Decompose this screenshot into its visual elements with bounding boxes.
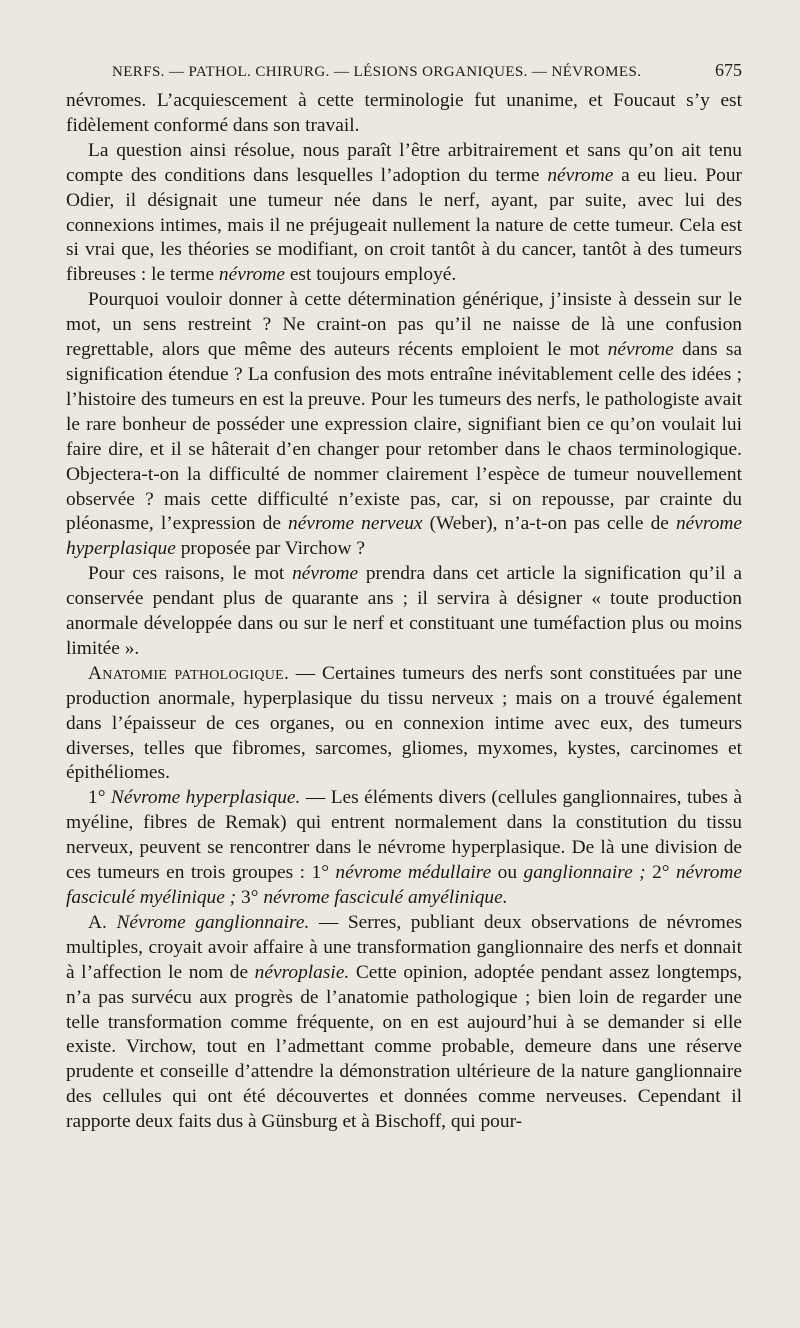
text-run: La question ainsi résolue, nous paraît l’être arbitrairement et sans qu’on ait tenu compte des conditions dans lesquelles l’adoption du terme [66, 139, 742, 186]
text-run: A. [88, 911, 117, 933]
text-run: — Serres, publiant deux observations de névromes multiples, croyait avoir affaire à une transformation ganglionnaire des nerfs et donnait à l’affection le nom de [66, 911, 743, 983]
italic-term: névrome nerveux [288, 513, 423, 535]
paragraph [66, 562, 742, 662]
text-run: Cette opinion, adoptée pendant assez longtemps, n’a pas survécu aux progrès de l’anatomie pathologique ; bien loin de regarder une telle transformation comme fréquente, on en est aujourd’hui à se demander si elle existe. Virchow, tout en l’admettant comme probable, demeure dans une réserve prudente et conseille d’attendre la démonstration ultérieure de la nature ganglionnaire des cellules qui ont été découvertes et données comme nerveuses. Cependant il rapporte deux faits dus à Günsburg et à Bischoff, qui pour- [66, 961, 742, 1133]
paragraph [66, 662, 742, 787]
paragraph [66, 786, 742, 911]
running-title: NERFS. — PATHOL. CHIRURG. — LÉSIONS ORGANIQUES. — NÉVROMES. [112, 64, 642, 80]
italic-term: Névrome ganglionnaire. [116, 911, 310, 933]
text-run: est toujours employé. [284, 264, 457, 286]
paragraph [66, 911, 742, 1135]
italic-term: névrome [547, 164, 614, 186]
italic-term: Névrome hyperplasique. [110, 787, 301, 809]
text-run: (Weber), n’a-t-on pas celle de [422, 513, 676, 535]
italic-term: névrome [607, 339, 674, 361]
italic-term: névrome médullaire [335, 862, 492, 884]
italic-term: névrome fasciculé myélinique ; [66, 862, 743, 908]
body-text [66, 89, 742, 1135]
italic-term: névrome fasciculé amyélinique. [263, 887, 508, 908]
italic-term: névrome hyperplasique [66, 513, 743, 560]
text-run: ou [491, 862, 524, 884]
text-run: — Les éléments divers (cellules ganglionnaires, tubes à myéline, fibres de Remak) qui entrent normalement dans la constitution du tissu nerveux, peuvent se rencontrer dans le névrome hyperplasique. De là une division de ces tumeurs en trois groupes : 1° [66, 787, 742, 884]
page-number: 675 [715, 60, 742, 80]
paragraph [66, 89, 742, 139]
text-run: névromes. L’acquiescement à cette terminologie fut unanime, et Foucaut s’y est fidèlement conformé dans son travail. [66, 90, 742, 136]
paragraph [66, 288, 742, 562]
text-run: Pour ces raisons, le mot [88, 563, 293, 585]
text-run: prendra dans cet article la signification qu’il a conservée pendant plus de quarante ans ; il servira à désigner « toute production anormale développée dans ou sur le nerf et constituant une tuméfaction plus ou moins limitée ». [66, 563, 743, 659]
text-run: a eu lieu. Pour Odier, il désignait une tumeur née dans le nerf, ayant, par suite, avec lui des connexions intimes, mais il ne préjugeait nullement la nature de cette tumeur. Cela est si vrai que, les théories se modifiant, on croit tantôt à du cancer, tantôt à des tumeurs fibreuses : le terme [66, 164, 742, 286]
paragraph [66, 139, 742, 288]
running-head [66, 60, 742, 81]
text-run: 3° [236, 887, 264, 908]
text-run: 2° [645, 862, 676, 884]
text-run: Pourquoi vouloir donner à cette détermination générique, j’insiste à dessein sur le mot, un sens restreint ? Ne craint-on pas qu’il ne naisse de là une confusion regrettable, alors que même des auteurs récents emploient le mot [66, 289, 742, 361]
italic-term: névrome [292, 563, 359, 585]
italic-term: névrome [218, 264, 285, 286]
text-run: 1° [88, 787, 111, 809]
italic-term: névroplasie. [254, 961, 350, 983]
section-heading: Anatomie pathologique [88, 662, 284, 684]
italic-term: ganglionnaire ; [523, 862, 646, 884]
text-run: dans sa signification étendue ? La confusion des mots entraîne inévitablement celle des idées ; l’histoire des tumeurs en est la preuve. Pour les tumeurs des nerfs, le pathologiste avait le rare bonheur de posséder une expression claire, signifiant bien ce qu’on voulait lui faire dire, et il se hâterait d’en changer pour retomber dans le chaos terminologique. Objectera-t-on la difficulté de nommer clairement l’espèce de tumeur nouvellement observée ? mais cette difficulté n’existe pas, car, si on repousse, par crainte du pléonasme, l’expression de [66, 339, 742, 535]
text-run: proposée par Virchow ? [175, 538, 365, 560]
text-run: . — Certaines tumeurs des nerfs sont constituées par une production anormale, hyperplasique du tissu nerveux ; mais on a trouvé également dans l’épaisseur de ces organes, ou en connexion intime avec eux, des tumeurs diverses, telles que fibromes, sarcomes, gliomes, myxomes, kystes, carcinomes et épithéliomes. [66, 662, 742, 784]
